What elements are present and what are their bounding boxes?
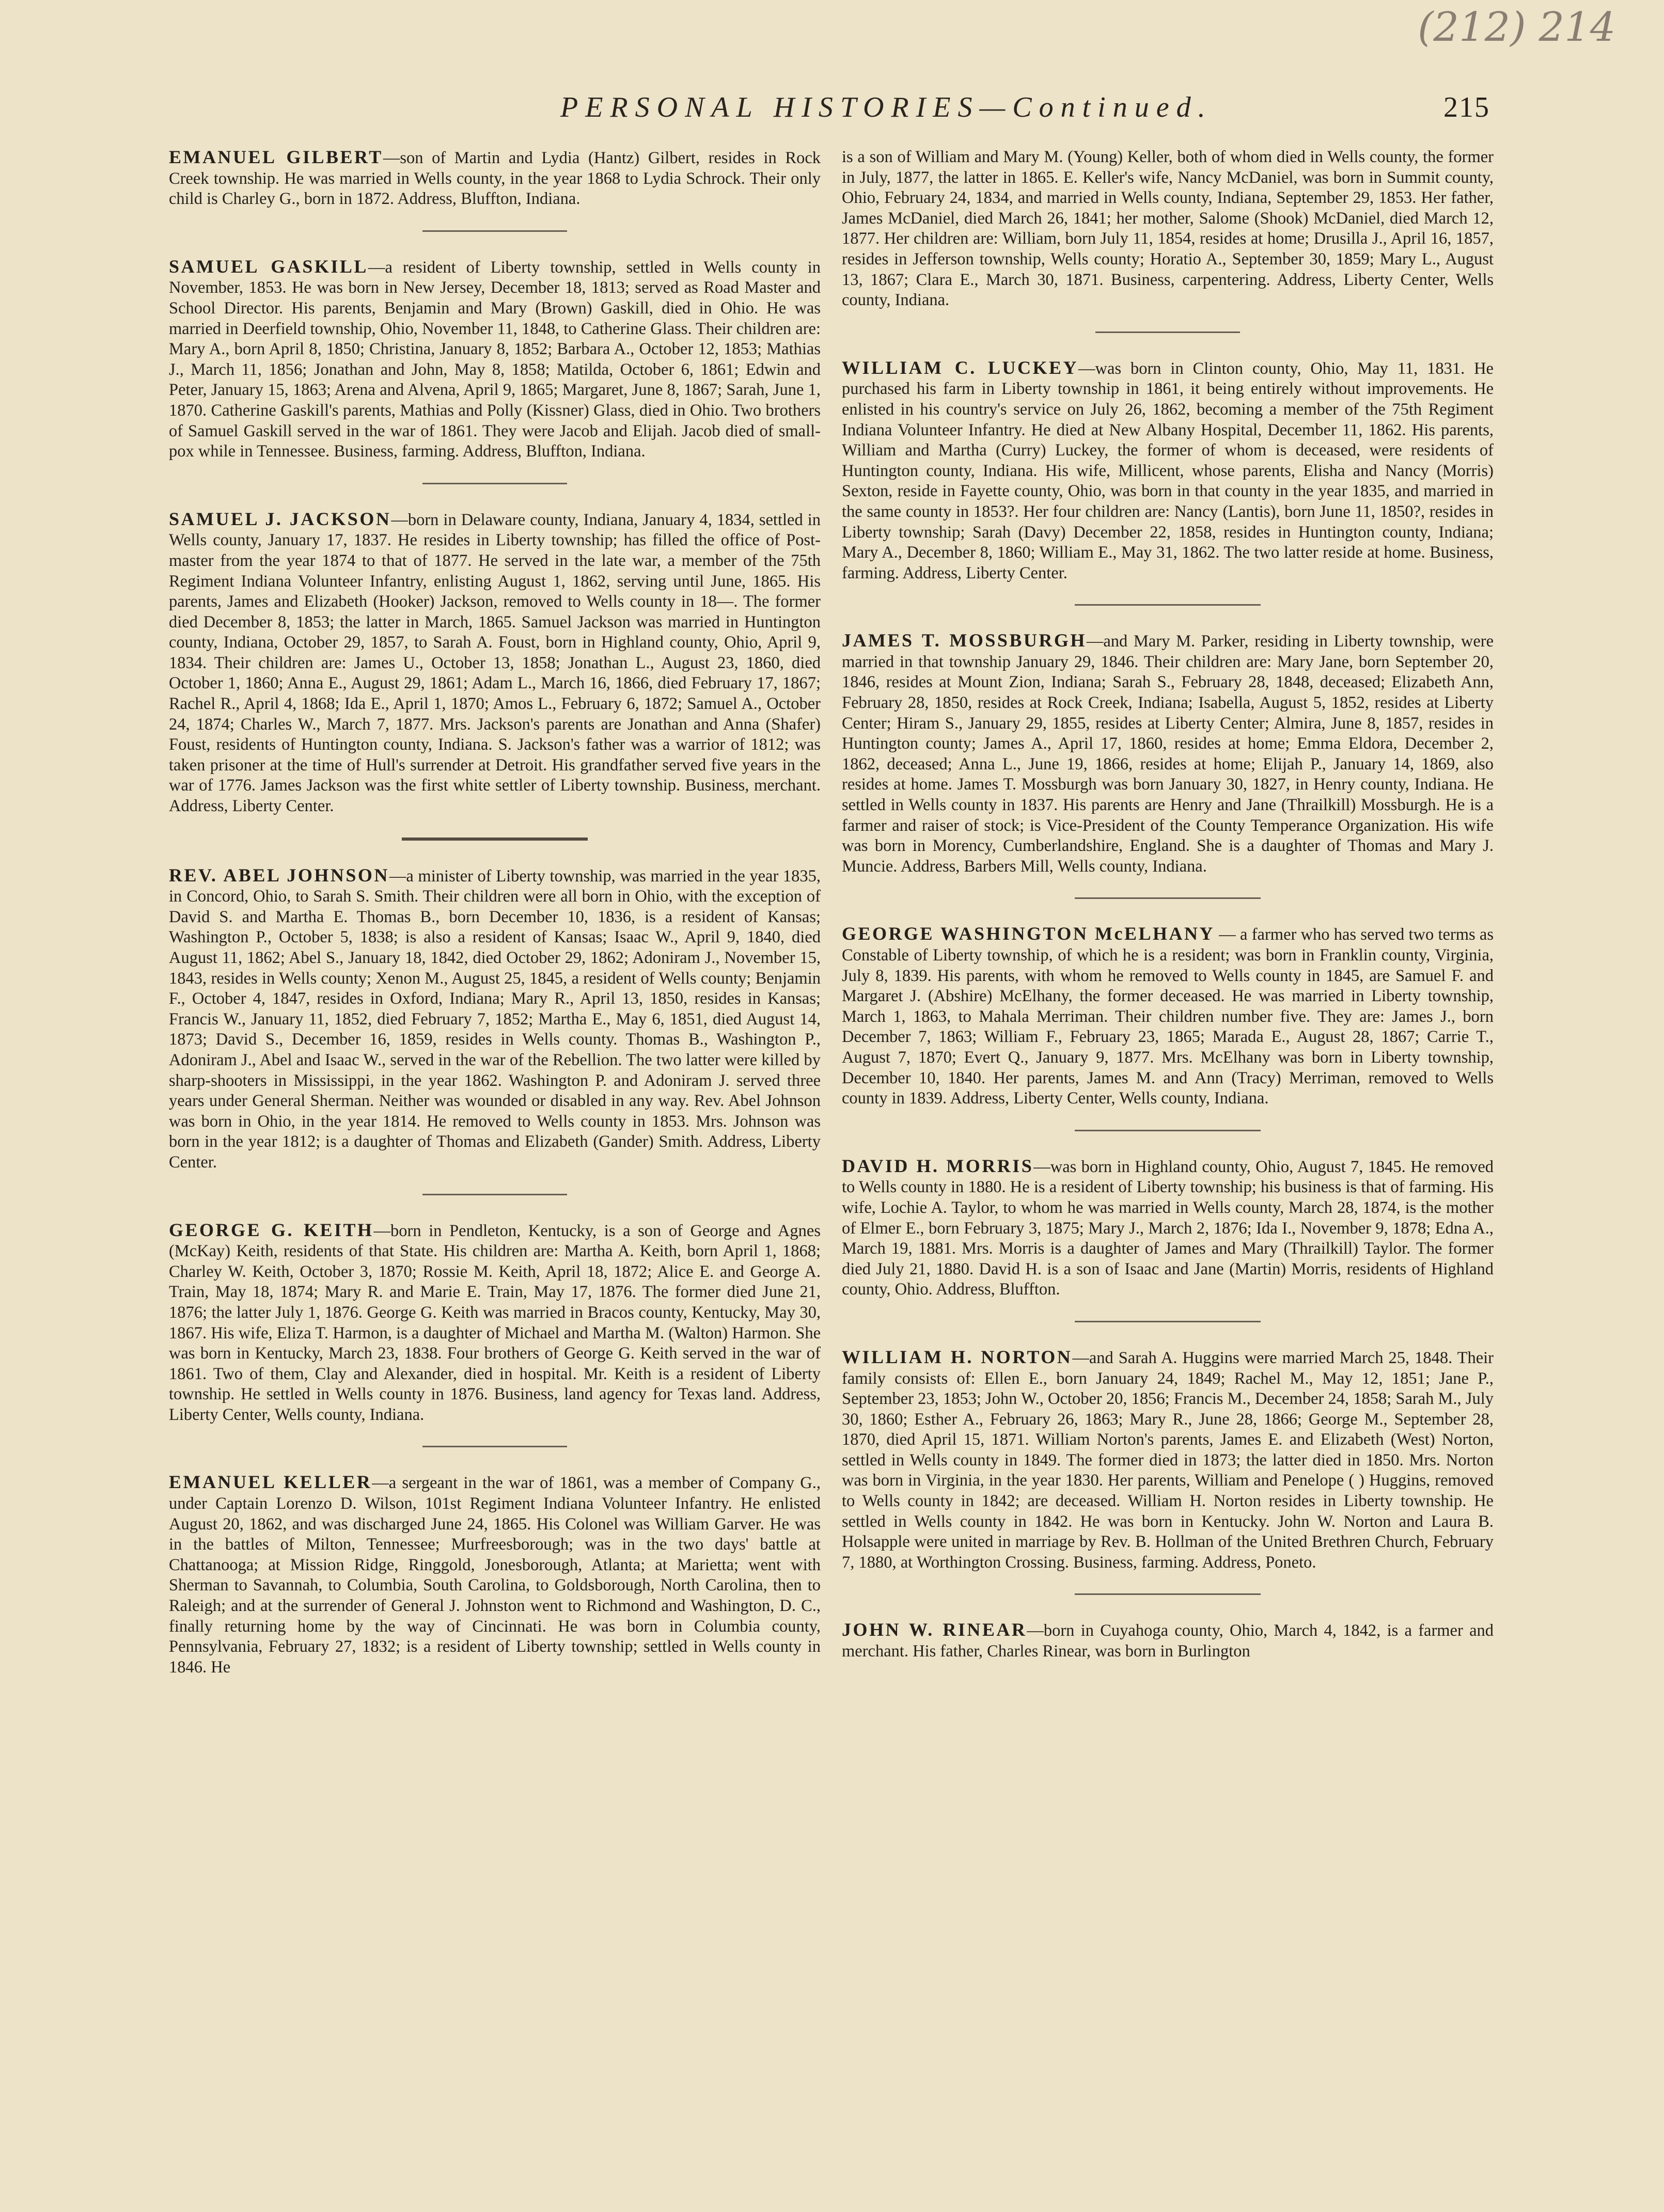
entry-name: DAVID H. MORRIS xyxy=(842,1155,1034,1176)
divider xyxy=(1075,897,1261,899)
entry-text: —was born in Clinton county, Ohio, May 11, 1831. He purchased his farm in Liberty township in 1861, it being entirely without improvements. He enlisted in his country's service on July 26, 1862, becoming a member of the 75th Regiment Indiana Volunteer Infantry. He died at New Albany Hospital, December 11, 1862. His parents, William and Martha (Curry) Luckey, the former of whom is deceased, were residents of Huntington county, Indiana. His wife, Millicent, whose parents, Elisha and Nancy (Morris) Sexton, reside in Fayette county, Ohio, was born in that county in the year 1835, and married in the same county in 1853?. Her four children are: Nancy (Lantis), born June 11, 1850?, resides in Liberty township; Sarah (Davy) December 22, 1858, resides in Huntington county, Indiana; Mary A., December 8, 1860; William E., May 31, 1862. The two latter reside at home. Business, farming. Address, Liberty Center. xyxy=(842,359,1494,582)
entry-name: SAMUEL J. JACKSON xyxy=(169,508,391,529)
entry-text: —was born in Highland county, Ohio, August 7, 1845. He removed to Wells county in 1880. He is a resident of Liberty township; his business is that of farming. His wife, Lochie A. Taylor, to whom he was married in Wells county, March 28, 1874, is the mother of Elmer E., born February 3, 1875; Mary J., March 2, 1876; Ida I., November 9, 1878; Edna A., March 19, 1881. Mrs. Morris is a daughter of James and Mary (Thrailkill) Taylor. The former died July 21, 1880. David H. is a son of Isaac and Jane (Martin) Morris, residents of Highland county, Ohio. Address, Bluffton. xyxy=(842,1157,1494,1299)
divider xyxy=(1075,604,1261,606)
entry-text: — a farmer who has served two terms as Constable of Liberty township, of which he is a resident; was born in Franklin county, Virginia, July 8, 1839. His parents, with whom he removed to Wells county in 1845, are Samuel F. and Margaret J. (Abshire) McElhany, the former deceased. He was married in Liberty township, March 1, 1863, to Mahala Merriman. Their children number five. They are: James J., born December 7, 1863; William F., February 23, 1865; Marada E., August 28, 1867; Carrie T., August 7, 1870; Evert Q., January 9, 1877. Mrs. McElhany was born in Liberty township, December 10, 1840. Her parents, James M. and Ann (Tracy) Merriman, removed to Wells county in 1839. Address, Liberty Center, Wells county, Indiana. xyxy=(842,925,1494,1108)
entry-morris xyxy=(842,1156,1494,1300)
entry-luckey xyxy=(842,358,1494,584)
divider xyxy=(422,1194,567,1195)
entry-name: SAMUEL GASKILL xyxy=(169,256,368,277)
entry-text: —son of Martin and Lydia (Hantz) Gilbert, resides in Rock Creek township. He was married in Wells county, in the year 1868 to Lydia Schrock. Their only child is Charley G., born in 1872. Address, Bluffton, Indiana. xyxy=(169,149,821,209)
entry-text: —born in Pendleton, Kentucky, is a son of George and Agnes (McKay) Keith, residents of that State. His children are: Martha A. Keith, born April 1, 1868; Charley W. Keith, October 3, 1870; Rossie M. Keith, April 18, 1872; Alice E. and George A. Train, May 18, 1874; Mary R. and Marie E. Train, May 17, 1876. The former died June 21, 1876; the latter July 1, 1876. George G. Keith was married in Bracos county, Kentucky, May 30, 1867. His wife, Eliza T. Harmon, is a daughter of Michael and Martha M. (Walton) Harmon. She was born in Kentucky, March 23, 1838. Four brothers of George G. Keith served in the war of 1861. Two of them, Clay and Alexander, died in hospital. Mr. Keith is a resident of Liberty township. He settled in Wells county in 1876. Business, land agency for Texas land. Address, Liberty Center, Wells county, Indiana. xyxy=(169,1221,821,1424)
left-column xyxy=(169,147,821,1678)
entry-keith xyxy=(169,1220,821,1426)
entry-name: EMANUEL KELLER xyxy=(169,1472,372,1493)
running-title: PERSONAL HISTORIES—Continued. xyxy=(560,91,1213,123)
entry-name: WILLIAM C. LUCKEY xyxy=(842,357,1079,378)
entry-text: —born in Delaware county, Indiana, January 4, 1834, settled in Wells county, January 17, 1837. He resides in Liberty township; has filled the office of Post-master from the year 1874 to that of 1877. He served in the late war, a member of the 75th Regiment Indiana Volunteer Infantry, enlisting August 1, 1862, serving until June, 1865. His parents, James and Elizabeth (Hooker) Jackson, removed to Wells county in 18—. The former died December 8, 1853; the latter in March, 1865. Samuel Jackson was married in Huntington county, Indiana, October 29, 1857, to Sarah A. Foust, born in Highland county, Ohio, April 9, 1834. Their children are: James U., October 13, 1858; Jonathan L., August 23, 1860, died October 1, 1860; Anna E., August 29, 1861; Adam L., March 16, 1866, died February 17, 1867; Rachel R., April 4, 1868; Ida E., April 1, 1870; Amos L., February 6, 1872; Samuel A., October 24, 1874; Charles W., March 7, 1877. Mrs. Jackson's parents are Jonathan and Anna (Shafer) Foust, residents of Huntington county, Indiana. S. Jackson's father was a warrior of 1812; was taken prisoner at the time of Hull's surrender at Detroit. His grandfather served five years in the war of 1776. James Jackson was the first white settler of Liberty township. Business, merchant. Address, Liberty Center. xyxy=(169,510,821,816)
entry-text: —a sergeant in the war of 1861, was a member of Company G., under Captain Lorenzo D. Wilson, 101st Regiment Indiana Volunteer Infantry. He enlisted August 20, 1862, and was discharged June 24, 1865. His Colonel was William Garver. He was in the battles of Milton, Tennessee; Murfreesborough; was in the two days' battle at Chattanooga; at Mission Ridge, Ringgold, Jonesborough, Atlanta; at Marietta; went with Sherman to Savannah, to Columbia, South Carolina, to Goldsborough, North Carolina, then to Raleigh; and at the surrender of General J. Johnston went to Richmond and Washington, D. C., finally returning home by the way of Cincinnati. He was born in Columbia county, Pennsylvania, February 27, 1832; is a resident of Liberty township; settled in Wells county in 1846. He xyxy=(169,1474,821,1677)
entry-text: —a resident of Liberty township, settled in Wells county in November, 1853. He was born in New Jersey, December 18, 1813; served as Road Master and School Director. His parents, Benjamin and Mary (Brown) Gaskill, died in Ohio. He was married in Deerfield township, Ohio, November 11, 1848, to Catherine Glass. Their children are: Mary A., born April 8, 1850; Christina, January 8, 1852; Barbara A., October 12, 1853; Mathias J., March 11, 1856; Jonathan and John, May 8, 1858; Matilda, October 6, 1861; Edwin and Peter, January 15, 1863; Arena and Alvena, April 9, 1865; Margaret, June 8, 1867; Sarah, June 1, 1870. Catherine Gaskill's parents, Mathias and Polly (Kissner) Glass, died in Ohio. Two brothers of Samuel Gaskill served in the war of 1861. They were Jacob and Elijah. Jacob died of small-pox while in Tennessee. Business, farming. Address, Bluffton, Indiana. xyxy=(169,258,821,461)
entry-norton xyxy=(842,1347,1494,1573)
handwritten-page-note: (212) 214 xyxy=(1418,4,1616,51)
entry-jackson xyxy=(169,509,821,817)
entry-text: —a minister of Liberty township, was married in the year 1835, in Concord, Ohio, to Sarah S. Smith. Their children were all born in Ohio, with the exception of David S. and Martha E. Thomas B., born December 10, 1836, is a resident of Kansas; Washington P., October 5, 1838; is also a resident of Kansas; Isaac W., April 9, 1840, died August 11, 1862; Abel S., January 18, 1842, died October 29, 1862; Adoniram J., November 15, 1843, resides in Wells county; Xenon M., August 25, 1845, a resident of Wells county; Benjamin F., October 4, 1847, resides in Oxford, Indiana; Mary R., April 13, 1850, resides in Kansas; Francis W., January 11, 1852, died February 7, 1852; Martha E., May 6, 1851, died August 14, 1873; David S., December 16, 1859, resides in Wells county. Thomas B., Washington P., Adoniram J., Abel and Isaac W., served in the war of the Rebellion. The two latter were killed by sharp-shooters in Mississippi, in the year 1862. Washington P. and Adoniram J. served three years under General Sherman. Neither was wounded or disabled in any way. Rev. Abel Johnson was born in Ohio, in the year 1814. He removed to Wells county in 1853. Mrs. Johnson was born in the year 1812; is a daughter of Thomas and Elizabeth (Gander) Smith. Address, Liberty Center. xyxy=(169,866,821,1172)
entry-name: JOHN W. RINEAR xyxy=(842,1619,1027,1640)
page-header xyxy=(560,91,1490,137)
divider xyxy=(422,1446,567,1447)
entry-name: GEORGE G. KEITH xyxy=(169,1219,374,1240)
divider xyxy=(1075,1321,1261,1322)
divider xyxy=(1075,1593,1261,1595)
entry-name: JAMES T. MOSSBURGH xyxy=(842,630,1087,651)
entry-text: —and Mary M. Parker, residing in Liberty township, were married in that township January 29, 1846. Their children are: Mary Jane, born September 20, 1846, resides at Mount Zion, Indiana; Sarah S., February 28, 1848, deceased; Elizabeth Ann, February 28, 1850, resides at Rock Creek, Indiana; Isabella, August 5, 1852, resides at Liberty Center; Hiram S., January 29, 1855, resides at Liberty Center; Almira, June 8, 1857, resides in Huntington county; James A., April 17, 1860, resides at home; Emma Eldora, December 2, 1862, deceased; Anna L., June 19, 1866, resides at home; Elijah P., January 14, 1869, also resides at home. James T. Mossburgh was born January 30, 1827, in Henry county, Indiana. He settled in Wells county in 1837. His parents are Henry and Jane (Thrailkill) Mossburgh. He is a farmer and raiser of stock; is Vice-President of the County Temperance Organization. His wife was born in Morency, Cumberlandshire, England. She is a daughter of Thomas and Mary J. Muncie. Address, Barbers Mill, Wells county, Indiana. xyxy=(842,632,1494,876)
entry-text: —born in Cuyahoga county, Ohio, March 4, 1842, is a farmer and merchant. His father, Charles Rinear, was born in Burlington xyxy=(842,1621,1494,1661)
right-column xyxy=(842,147,1494,1662)
entry-rinear xyxy=(842,1620,1494,1662)
entry-name: WILLIAM H. NORTON xyxy=(842,1346,1073,1367)
entry-mcelhany xyxy=(842,924,1494,1109)
entry-gilbert xyxy=(169,147,821,210)
divider xyxy=(1075,1130,1261,1131)
page-number: 215 xyxy=(1443,91,1490,123)
entry-text: is a son of William and Mary M. (Young) Keller, both of whom died in Wells county, the former in July, 1877, the latter in 1865. E. Keller's wife, Nancy McDaniel, was born in Summit county, Ohio, February 24, 1834, and married in Wells county, Indiana, September 29, 1853. Her father, James McDaniel, died March 26, 1841; her mother, Salome (Shook) McDaniel, died March 12, 1877. Her children are: William, born July 11, 1854, resides at home; Drusilla J., April 16, 1857, resides in Jefferson township, Wells county; Horatio A., September 30, 1859; Mary L., August 13, 1867; Clara E., March 30, 1871. Business, carpentering. Address, Liberty Center, Wells county, Indiana. xyxy=(842,148,1494,310)
divider xyxy=(402,838,588,841)
entry-text: —and Sarah A. Huggins were married March 25, 1848. Their family consists of: Ellen E., born January 24, 1849; Rachel M., May 12, 1851; Jane P., September 23, 1853; John W., October 20, 1856; Francis M., December 24, 1858; Sarah M., July 30, 1860; Esther A., February 26, 1863; Mary R., June 28, 1866; George M., September 28, 1870, died April 15, 1871. William Norton's parents, James E. and Elizabeth (West) Norton, settled in Wells county in 1849. The former died in 1873; the latter died in 1850. Mrs. Norton was born in Virginia, in the year 1830. Her parents, William and Penelope ( ) Huggins, removed to Wells county in 1842; are deceased. William H. Norton resides in Liberty township. He settled in Wells county in 1842. He was born in Kentucky. John W. Norton and Laura B. Holsapple were united in marriage by Rev. B. Hollman of the United Brethren Church, February 7, 1880, at Worthington Crossing. Business, farming. Address, Poneto. xyxy=(842,1348,1494,1572)
entry-name: GEORGE WASHINGTON McELHANY xyxy=(842,923,1215,944)
entry-gaskill xyxy=(169,257,821,462)
entry-name: REV. ABEL JOHNSON xyxy=(169,864,389,886)
divider xyxy=(1095,331,1240,333)
divider xyxy=(422,230,567,232)
entry-keller xyxy=(169,1472,821,1678)
entry-name: EMANUEL GILBERT xyxy=(169,147,383,167)
entry-keller-continued xyxy=(842,147,1494,311)
divider xyxy=(422,483,567,484)
entry-mossburgh xyxy=(842,630,1494,877)
entry-johnson xyxy=(169,865,821,1173)
